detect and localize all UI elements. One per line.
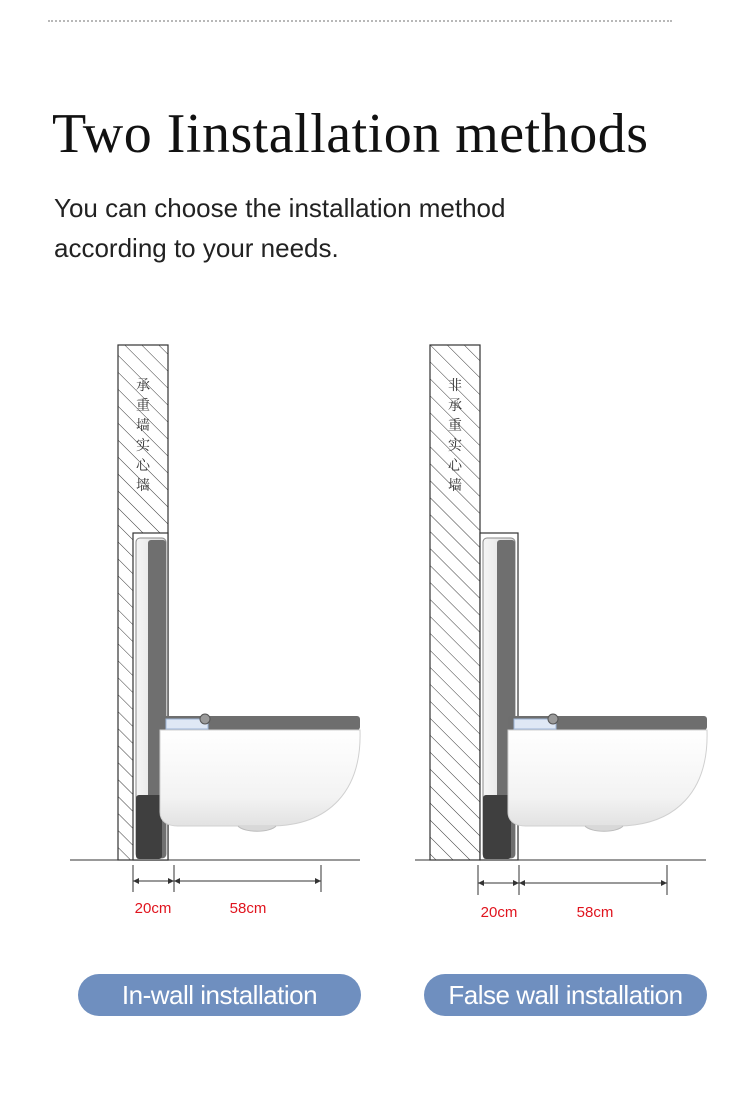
toilet-false-wall: [508, 714, 707, 831]
toilet-in-wall: [160, 714, 360, 831]
diagram-in-wall: [70, 345, 360, 917]
wall-label-char: 重: [136, 398, 150, 414]
wall-label-char: 实: [448, 438, 462, 454]
wall-label-char: 重: [448, 418, 462, 434]
control-knob-icon: [548, 714, 558, 724]
wall-label-char: 墙: [136, 478, 150, 494]
subtitle-line-1: You can choose the installation method: [54, 193, 506, 223]
wall-label-char: 实: [136, 438, 150, 454]
in-wall-installation-label: In-wall installation: [78, 974, 361, 1016]
subtitle-line-2: according to your needs.: [54, 233, 339, 263]
wall-label-char: 墙: [448, 478, 462, 494]
page-title: Two Iinstallation methods: [52, 103, 649, 165]
dimension-toilet-label: 58cm: [576, 904, 614, 921]
wall-label-char: 墙: [136, 418, 150, 434]
wall-label-char: 承: [448, 398, 462, 414]
control-knob-icon: [200, 714, 210, 724]
wall-label-char: 心: [136, 458, 150, 474]
diagram-false-wall: [415, 345, 707, 921]
dimension-lines: [133, 865, 321, 892]
dimension-lines: [478, 865, 667, 895]
wall-label-char: 心: [448, 458, 462, 474]
dimension-frame-label: 20cm: [480, 904, 518, 921]
false-wall-installation-label: False wall installation: [424, 974, 707, 1016]
dimension-toilet-label: 58cm: [229, 900, 267, 917]
wall-label-char: 非: [448, 378, 462, 394]
wall-label-char: 承: [136, 378, 150, 394]
dimension-frame-label: 20cm: [134, 900, 172, 917]
